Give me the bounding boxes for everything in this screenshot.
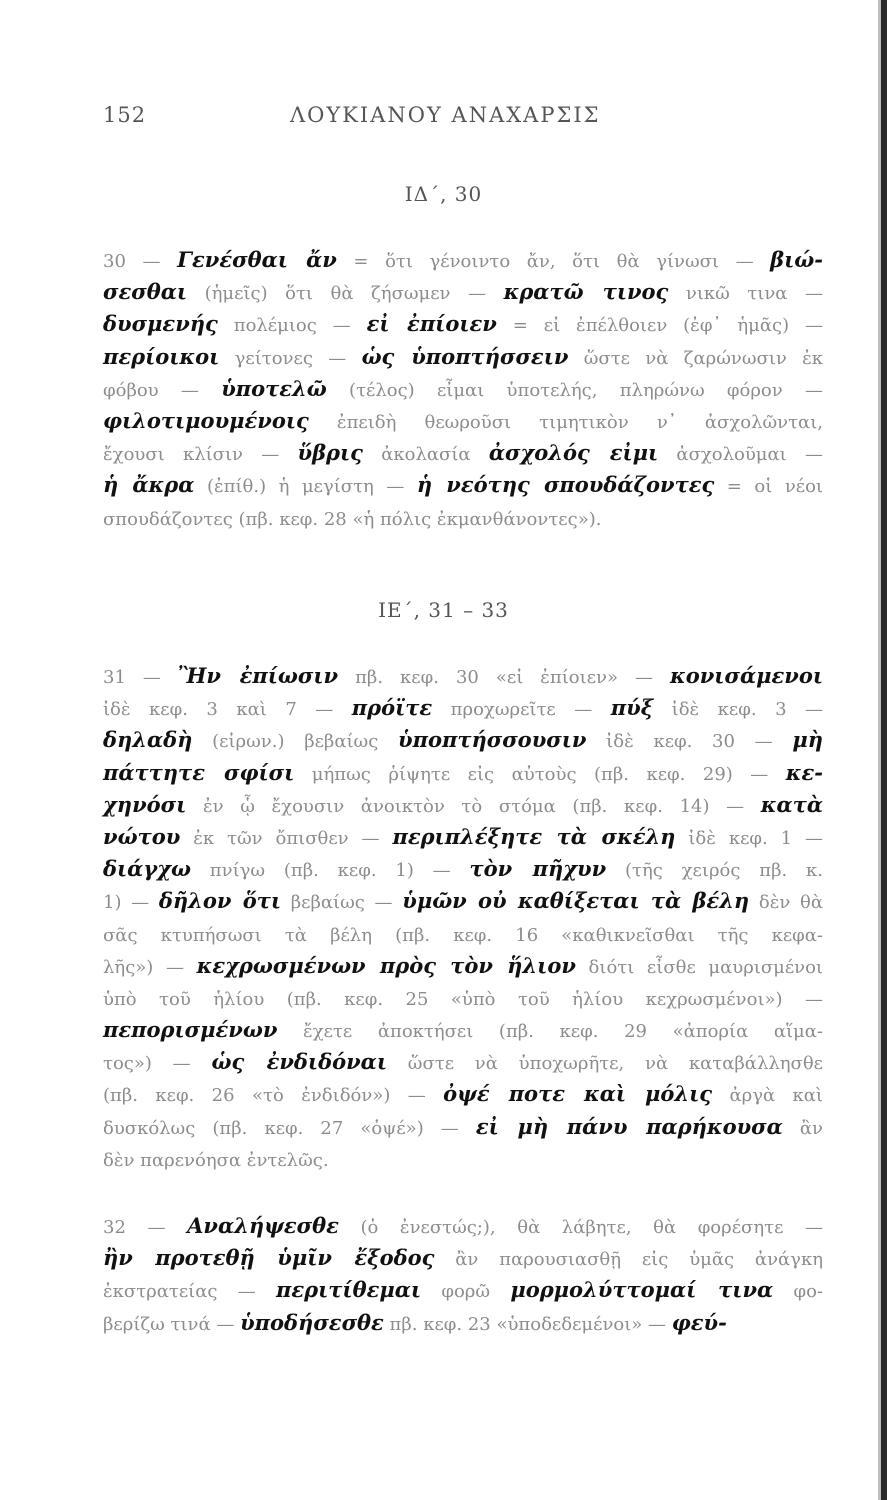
lemma: εἰ ἐπίοιεν [366, 311, 497, 337]
text-line [103, 789, 823, 821]
lemma: Γενέσθαι ἄν [177, 247, 337, 272]
section-heading: ΙΕ΄, 31 – 33 [378, 598, 509, 622]
text-line [103, 341, 823, 373]
gloss-text: γείτονες — [219, 347, 362, 369]
page-number: 152 [103, 103, 147, 127]
gloss-text: δυσκόλως (πβ. κεφ. 27 «ὀψέ») — [103, 1117, 476, 1139]
text-line [103, 469, 823, 501]
gloss-text: (ὁ ἐνεστώς;), θὰ λάβητε, θὰ φορέσητε — [338, 1217, 823, 1238]
gloss-text: ἔχουσι κλίσιν — [103, 444, 298, 466]
text-line [103, 918, 823, 950]
lemma: κε- [785, 759, 824, 785]
gloss-text: προχωρεῖτε — [432, 699, 611, 721]
lemma: κατὰ [760, 791, 823, 817]
lemma: χηνόσι [103, 791, 187, 817]
gloss-text: ἂν [782, 1117, 823, 1139]
gloss-text: νικῶ τινα — [668, 283, 823, 305]
lemma: περίοικοι [103, 343, 220, 369]
gloss-text: ἰδὲ κεφ. 3 καὶ 7 — [103, 699, 352, 721]
gloss-text: ἐπειδὴ θεωροῦσι τιμητικὸν ν᾽ ἀσχολῶνται, [308, 411, 823, 433]
gloss-text: (πβ. κεφ. 26 «τὸ ἐνδιδόν») — [103, 1085, 444, 1107]
commentary-paragraph [103, 660, 823, 1175]
page-edge [881, 0, 887, 1500]
section-heading: ΙΔ΄, 30 [404, 182, 483, 206]
gloss-text: ὑπὸ τοῦ ἡλίου (πβ. κεφ. 25 «ὑπὸ τοῦ ἡλίου κεχρωσμένοι») — [103, 988, 823, 1010]
gloss-text: δὲν παρενόησα ἐντελῶς. [103, 1149, 329, 1171]
text-line [103, 853, 823, 885]
lemma: περιπλέξητε τὰ σκέλη [392, 823, 676, 849]
gloss-text: (τέλος) εἶμαι ὑποτελής, πληρώνω φόρον — [326, 379, 823, 401]
gloss-text: ἰδὲ κεφ. 1 — [675, 827, 824, 849]
gloss-text: (τῆς χειρός πβ. κ. [606, 860, 823, 882]
text-line [103, 885, 823, 917]
gloss-text: 1) — [103, 892, 159, 914]
gloss-text: φο- [773, 1281, 824, 1303]
gloss-text: ἐν ᾧ ἔχουσιν ἀνοικτὸν τὸ στόμα (πβ. κεφ. 14) — [186, 795, 761, 817]
gloss-text: ἰδὲ κεφ. 3 — [653, 699, 824, 721]
gloss-text: = ὅτι γένοιντο ἄν, ὅτι θὰ γίνωσι — [336, 251, 771, 272]
lemma: φεύ- [671, 1309, 727, 1335]
text-line [103, 244, 823, 276]
lemma: δηλαδὴ [103, 727, 193, 753]
gloss-text: σᾶς κτυπήσωσι τὰ βέλη (πβ. κεφ. 16 «καθικνεῖσθαι τῆς κεφα- [103, 924, 823, 946]
gloss-text: διότι εἶσθε μαυρισμένοι [575, 956, 823, 978]
gloss-text: βερίζω τινά — [103, 1313, 241, 1335]
gloss-text: (ἐπίθ.) ἡ μεγίστη — [194, 476, 417, 498]
lemma: ὡς ἐνδιδόναι [211, 1049, 388, 1075]
gloss-text: (εἰρων.) βεβαίως [192, 731, 398, 753]
text-line [103, 502, 823, 534]
gloss-text: ἰδὲ κεφ. 30 — [586, 731, 793, 753]
text-line [103, 1111, 823, 1143]
lemma: μὴ [792, 727, 823, 753]
gloss-text: ὥστε νὰ ζαρώνωσιν ἐκ [568, 347, 824, 369]
gloss-text: ἀσχολοῦμαι — [658, 444, 823, 466]
lemma: βιώ- [770, 247, 823, 272]
gloss-text: φορῶ [421, 1281, 511, 1303]
gloss-text: μήπως ῥίψητε εἰς αὐτοὺς (πβ. κεφ. 29) — [294, 763, 786, 785]
text-line [103, 1046, 823, 1078]
gloss-text: ἂν παρουσιασθῇ εἰς ὑμᾶς ἀνάγκη [434, 1249, 823, 1271]
lemma: νώτου [103, 823, 181, 849]
lemma: πρόϊτε [351, 695, 433, 721]
gloss-text: ἀργὰ καὶ [712, 1085, 823, 1107]
commentary-paragraph [103, 1210, 823, 1339]
gloss-text: φόβου — [103, 379, 222, 401]
gloss-text: πβ. κεφ. 23 «ὑποδεδεμένοι» — [383, 1313, 672, 1335]
text-line [103, 724, 823, 756]
text-line [103, 1242, 823, 1274]
text-line [103, 276, 823, 308]
text-line [103, 757, 823, 789]
gloss-text: ὥστε νὰ ὑποχωρῆτε, νὰ καταβάλλησθε [387, 1053, 823, 1075]
gloss-text: ἐκστρατείας — [103, 1281, 277, 1303]
gloss-text: λῆς») — [103, 956, 197, 978]
gloss-text: πβ. κεφ. 30 «εἰ ἐπίοιεν» — [338, 667, 670, 688]
lemma: πεπορισμένων [103, 1017, 278, 1043]
gloss-text: ἔχετε ἀποκτήσει (πβ. κεφ. 29 «ἀπορία αἵμα- [277, 1021, 823, 1043]
lemma: Ἢν ἐπίωσιν [177, 663, 339, 688]
text-line [103, 950, 823, 982]
text-line [103, 982, 823, 1014]
lemma: ὡς ὑποπτήσσειν [361, 343, 569, 369]
text-line [103, 308, 823, 340]
lemma: ὑμῶν οὐ καθίξεται τὰ βέλη [402, 888, 750, 914]
lemma: δῆλον ὅτι [158, 888, 282, 914]
lemma: ἡ ἄκρα [103, 472, 195, 498]
lemma: πύξ [610, 695, 654, 721]
text-line [103, 1307, 823, 1339]
lemma: δυσμενής [103, 311, 218, 337]
gloss-text: = οἱ νέοι [714, 476, 823, 498]
text-line [103, 1274, 823, 1306]
lemma: ἀσχολός εἰμι [488, 440, 659, 466]
lemma: ὀψέ ποτε καὶ μόλις [443, 1081, 713, 1107]
lemma: κονισάμενοι [669, 663, 823, 688]
gloss-text: δὲν θὰ [749, 892, 824, 914]
text-line [103, 437, 823, 469]
text-line [103, 821, 823, 853]
lemma: Αναλήψεσθε [187, 1213, 339, 1238]
lemma: εἰ μὴ πάνυ παρήκουσα [475, 1113, 783, 1139]
gloss-text: 32 — [103, 1217, 188, 1238]
text-line [103, 1210, 823, 1242]
gloss-text: ἀκολασία [362, 444, 489, 466]
text-line [103, 405, 823, 437]
gloss-text: πολέμιος — [217, 315, 367, 337]
gloss-text: 31 — [103, 667, 178, 688]
gloss-text: (ἡμεῖς) ὅτι θὰ ζήσωμεν — [187, 283, 504, 305]
gloss-text: = εἰ ἐπέλθοιεν (ἐφ᾽ ἡμᾶς) — [496, 315, 823, 337]
lemma: φιλοτιμουμένοις [103, 407, 309, 433]
lemma: ὕβρις [297, 440, 363, 466]
lemma: περιτίθεμαι [276, 1277, 422, 1303]
text-line [103, 660, 823, 692]
lemma: ὑποτελῶ [221, 375, 327, 401]
text-line [103, 1143, 823, 1175]
lemma: ἢν προτεθῇ ὑμῖν ἔξοδος [103, 1245, 435, 1271]
running-title: ΛΟΥΚΙΑΝΟΥ ΑΝΑΧΑΡΣΙΣ [290, 103, 601, 127]
gloss-text: 30 — [103, 251, 178, 272]
gloss-text: ἐκ τῶν ὄπισθεν — [180, 827, 393, 849]
gloss-text: πνίγω (πβ. κεφ. 1) — [191, 860, 470, 882]
lemma: τὸν πῆχυν [469, 856, 607, 882]
lemma: σεσθαι [103, 279, 188, 305]
lemma: ἡ νεότης σπουδάζοντες [416, 472, 715, 498]
text-line [103, 1014, 823, 1046]
commentary-paragraph [103, 244, 823, 534]
lemma: πάττητε σφίσι [103, 759, 295, 785]
text-line [103, 692, 823, 724]
gloss-text: τος») — [103, 1053, 212, 1075]
text-line [103, 1078, 823, 1110]
lemma: διάγχω [103, 856, 191, 882]
gloss-text: βεβαίως — [281, 892, 403, 914]
lemma: ὑποπτήσσουσιν [398, 727, 587, 753]
lemma: μορμολύττομαί τινα [510, 1277, 774, 1303]
lemma: κεχρωσμένων πρὸς τὸν ἥλιον [196, 952, 576, 978]
gloss-text: σπουδάζοντες (πβ. κεφ. 28 «ἡ πόλις ἐκμανθάνοντες»). [103, 508, 602, 530]
lemma: κρατῶ τινος [503, 279, 669, 305]
text-line [103, 373, 823, 405]
lemma: ὑποδήσεσθε [240, 1309, 384, 1335]
